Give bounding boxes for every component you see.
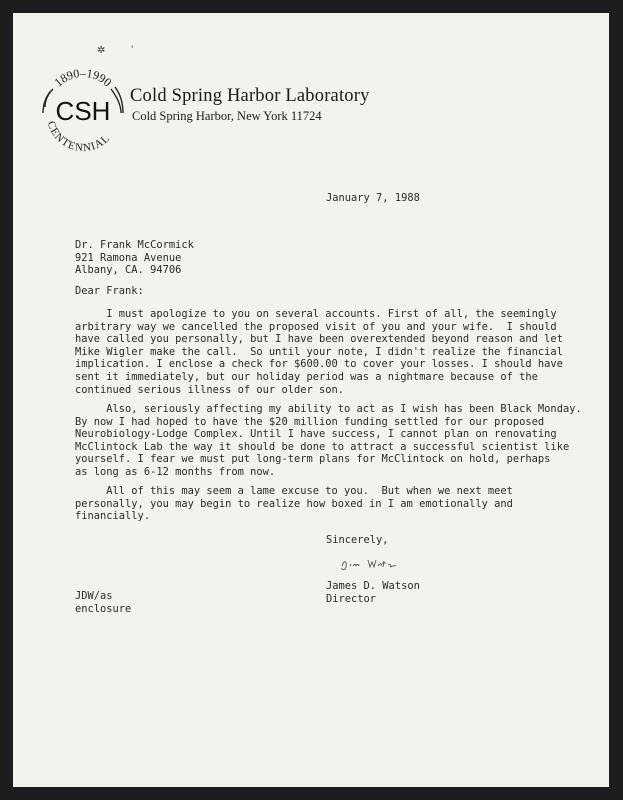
paragraph-1 xyxy=(75,308,563,396)
text-line: implication. I enclose a check for $600.00 to cover your losses. I should have xyxy=(75,358,563,371)
salutation: Dear Frank: xyxy=(75,285,144,297)
logo-centennial: CENTENNIAL xyxy=(44,119,113,155)
signer-block xyxy=(326,580,420,605)
text-line: Also, seriously affecting my ability to act as I wish has been Black Monday. xyxy=(75,403,582,415)
text-line: McClintock Lab the way it should be done to attract a successful scientist like xyxy=(75,440,570,453)
pencil-marks: ✲ ˈ xyxy=(97,45,134,56)
text-line: By now I had hoped to have the $20 million funding settled for our proposed xyxy=(75,415,545,428)
text-line: have called you personally, but I have been overextended beyond reason and let xyxy=(75,333,563,346)
reference-block xyxy=(75,590,131,615)
recipient-city: Albany, CA. 94706 xyxy=(75,264,182,277)
text-line: sent it immediately, but our holiday period was a nightmare because of the xyxy=(75,370,538,383)
text-line: Neurobiology-Lodge Complex. Until I have success, I cannot plan on renovating xyxy=(75,428,557,441)
enclosure-note: enclosure xyxy=(75,602,132,615)
typist-initials: JDW/as xyxy=(75,590,113,602)
signer-name: James D. Watson xyxy=(326,580,420,592)
text-line: yourself. I fear we must put long-term plans for McClintock on hold, perhaps xyxy=(75,453,551,466)
text-line: continued serious illness of our older son. xyxy=(75,383,344,396)
text-line: All of this may seem a lame excuse to you. But when we next meet xyxy=(75,485,513,497)
text-line: Mike Wigler make the call. So until your note, I didn't realize the financial xyxy=(75,345,563,358)
recipient-name: Dr. Frank McCormick xyxy=(75,239,194,251)
text-line: arbitrary way we cancelled the proposed visit of you and your wife. I should xyxy=(75,320,557,333)
org-address: Cold Spring Harbor, New York 11724 xyxy=(132,109,322,123)
letter-date: January 7, 1988 xyxy=(326,192,420,204)
csh-centennial-logo xyxy=(35,63,131,159)
recipient-street: 921 Ramona Avenue xyxy=(75,251,182,264)
text-line: financially. xyxy=(75,510,151,523)
letter-page xyxy=(13,13,609,787)
logo-monogram: CSH xyxy=(55,96,111,126)
text-line: as long as 6-12 months from now. xyxy=(75,465,276,478)
paragraph-3 xyxy=(75,485,545,523)
signer-title: Director xyxy=(326,592,377,605)
handwritten-signature xyxy=(338,554,398,574)
text-line: personally, you may begin to realize how boxed in I am emotionally and xyxy=(75,497,513,510)
paragraph-2 xyxy=(75,403,582,479)
logo-years: 1890–1990 xyxy=(51,66,115,90)
closing: Sincerely, xyxy=(326,534,389,546)
text-line: I must apologize to you on several accounts. First of all, the seemingly xyxy=(75,308,557,320)
recipient-block xyxy=(75,239,194,277)
org-name: Cold Spring Harbor Laboratory xyxy=(130,86,370,106)
